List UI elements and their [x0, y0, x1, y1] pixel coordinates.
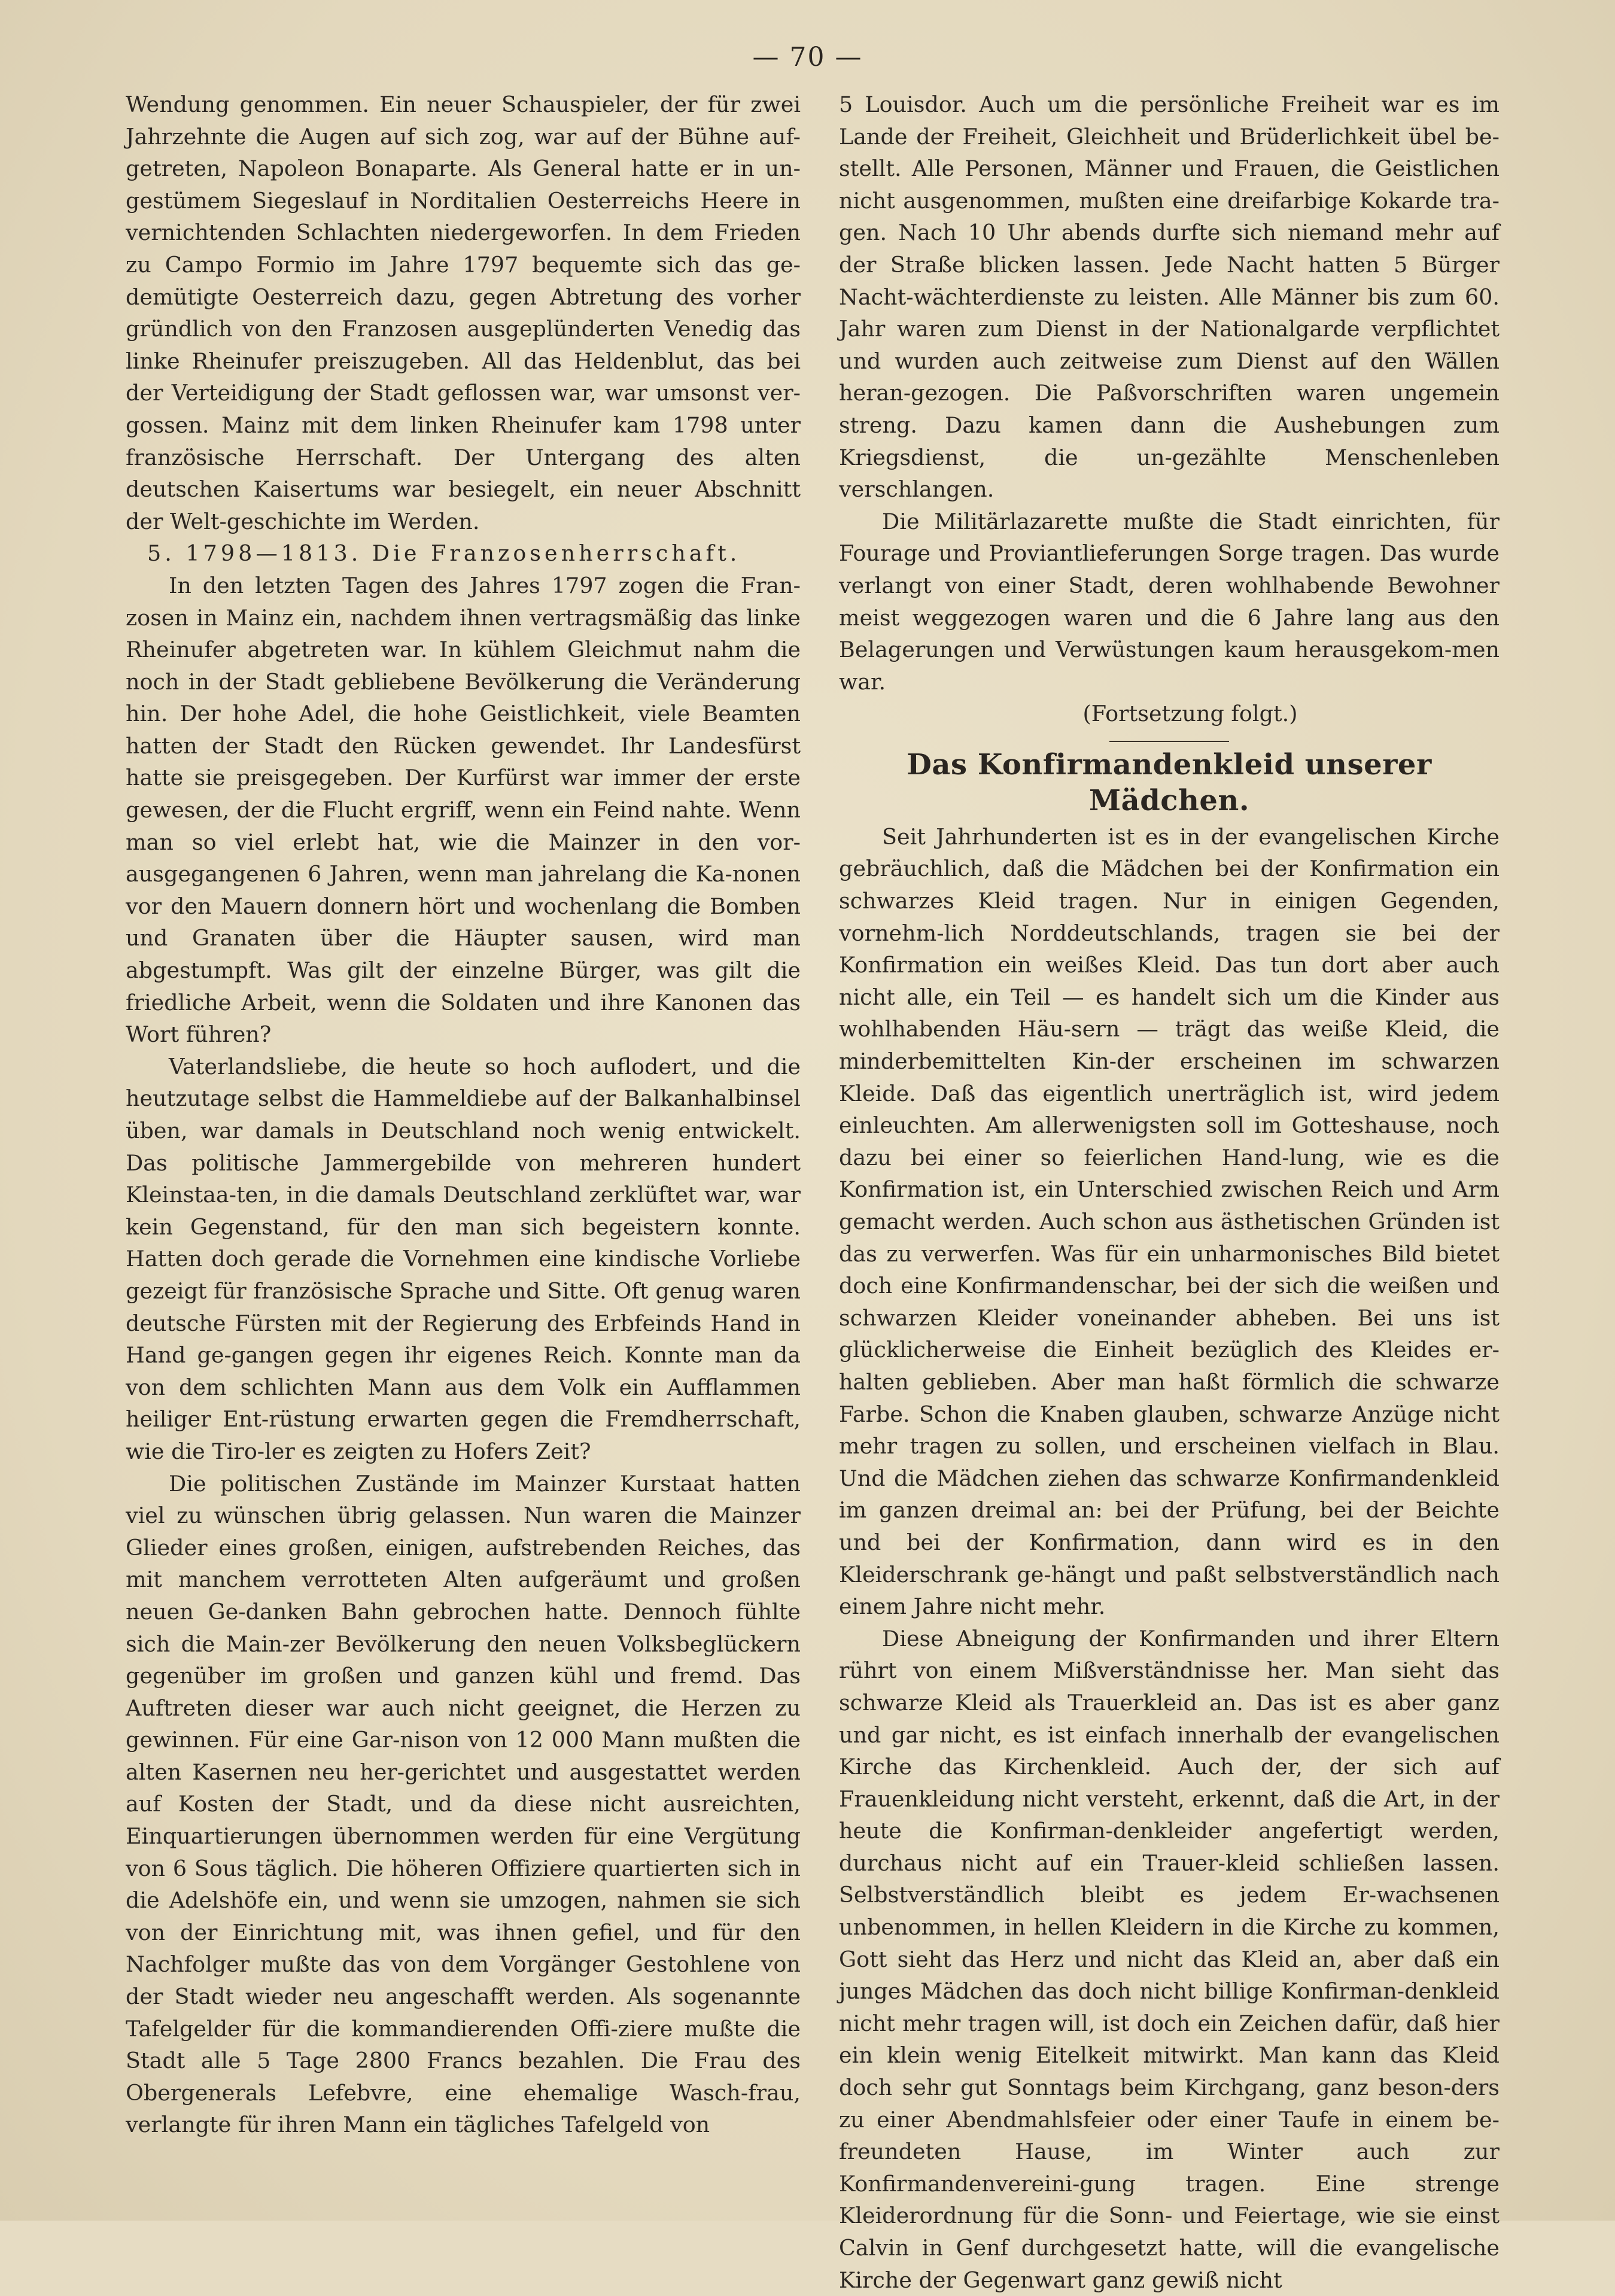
section-heading: 5. 1798—1813. Die Franzosenherrschaft. [147, 540, 741, 567]
paragraph-french-entry: In den letzten Tagen des Jahres 1797 zogen die Fran-zosen in Mainz ein, nachdem ihnen vertragsmäßig das linke Rheinufer abgetreten war. In kühlem Gleichmut nahm die noch in der Stadt gebliebene Bevölkerung die Veränderung hin. Der hohe Adel, die hohe Geistlichkeit, viele Beamten hatten der Stadt den Rücken gewendet. Ihr Landesfürst hatte sie preisgegeben. Der Kurfürst war immer der erste gewesen, der die Flucht ergriff, wenn ein Feind nahte. Wenn man so viel erlebt hat, wie die Mainzer in den vor-ausgegangenen 6 Jahren, wenn man jahrelang die Ka-nonen vor den Mauern donnern hört und wochenlang die Bomben und Granaten über die Häupter sausen, wird man abgestumpft. Was gilt der einzelne Bürger, was gilt die friedliche Arbeit, wenn die Soldaten und ihre Kanonen das Wort führen? [126, 572, 801, 1048]
paragraph-louisdor: 5 Louisdor. Auch um die persönliche Freiheit war es im Lande der Freiheit, Gleichheit und Brüderlichkeit übel be-stellt. Alle Personen, Männer und Frauen, die Geistlichen nicht ausgenommen, mußten eine dreifarbige Kokarde tra-gen. Nach 10 Uhr abends durfte sich niemand mehr auf der Straße blicken lassen. Jede Nacht hatten 5 Bürger Nacht-wächterdienste zu leisten. Alle Männer bis zum 60. Jahr waren zum Dienst in der Nationalgarde verpflichtet und wurden auch zeitweise zum Dienst auf den Wällen heran-gezogen. Die Paßvorschriften waren ungemein streng. Dazu kamen dann die Aushebungen zum Kriegsdienst, die un-gezählte Menschenleben verschlangen. [839, 92, 1500, 503]
article-divider [1109, 741, 1229, 742]
continued-note: (Fortsetzung folgt.) [1082, 701, 1298, 727]
right-column [839, 89, 1500, 2296]
paragraph-confirmation-dress: Seit Jahrhunderten ist es in der evangelischen Kirche gebräuchlich, daß die Mädchen bei der Konfirmation ein schwarzes Kleid tragen. Nur in einigen Gegenden, vornehm-lich Norddeutschlands, tragen sie bei der Konfirmation ein weißes Kleid. Das tun dort aber auch nicht alle, ein Teil — es handelt sich um die Kinder aus wohlhabenden Häu-sern — trägt das weiße Kleid, die minderbemittelten Kin-der erscheinen im schwarzen Kleide. Daß das eigentlich unerträglich ist, wird jedem einleuchten. Am allerwenigsten soll im Gotteshause, noch dazu bei einer so feierlichen Hand-lung, wie es die Konfirmation ist, ein Unterschied zwischen Reich und Arm gemacht werden. Auch schon aus ästhetischen Gründen ist das zu verwerfen. Was für ein unharmonisches Bild bietet doch eine Konfirmandenschar, bei der sich die weißen und schwarzen Kleider voneinander abheben. Bei uns ist glücklicherweise die Einheit bezüglich des Kleides er-halten geblieben. Aber man haßt förmlich die schwarze Farbe. Schon die Knaben glauben, schwarze Anzüge nicht mehr tragen zu sollen, und erscheinen vielfach in Blau. Und die Mädchen ziehen das schwarze Konfirmandenkleid im ganzen dreimal an: bei der Prüfung, bei der Beichte und bei der Konfirmation, dann wird es in den Kleiderschrank ge-hängt und paßt selbstverständlich nach einem Jahre nicht mehr. [839, 823, 1500, 1620]
paragraph-patriotism: Vaterlandsliebe, die heute so hoch auflodert, und die heutzutage selbst die Hammeldiebe auf der Balkanhalbinsel üben, war damals in Deutschland noch wenig entwickelt. Das politische Jammergebilde von mehreren hundert Kleinstaa-ten, in die damals Deutschland zerklüftet war, war kein Gegenstand, für den man sich begeistern konnte. Hatten doch gerade die Vornehmen eine kindische Vorliebe gezeigt für französische Sprache und Sitte. Oft genug waren deutsche Fürsten mit der Regierung des Erbfeinds Hand in Hand ge-gangen gegen ihr eigenes Reich. Konnte man da von dem schlichten Mann aus dem Volk ein Aufflammen heiliger Ent-rüstung erwarten gegen die Fremdherrschaft, wie die Tiro-ler es zeigten zu Hofers Zeit? [126, 1053, 801, 1464]
paragraph-lazarette: Die Militärlazarette mußte die Stadt einrichten, für Fourage und Proviantlieferungen Sorge tragen. Das wurde verlangt von einer Stadt, deren wohlhabende Bewohner meist weggezogen waren und die 6 Jahre lang aus den Belagerungen und Verwüstungen kaum herausgekom-men war. [839, 508, 1500, 695]
paragraph-political-conditions: Die politischen Zustände im Mainzer Kurstaat hatten viel zu wünschen übrig gelassen. Nun waren die Mainzer Glieder eines großen, einigen, aufstrebenden Reiches, das mit manchem verrotteten Alten aufgeräumt und großen neuen Ge-danken Bahn gebrochen hatte. Dennoch fühlte sich die Main-zer Bevölkerung den neuen Volksbeglückern gegenüber im großen und ganzen kühl und fremd. Das Auftreten dieser war auch nicht geeignet, die Herzen zu gewinnen. Für eine Gar-nison von 12 000 Mann mußten die alten Kasernen neu her-gerichtet und ausgestattet werden auf Kosten der Stadt, und da diese nicht ausreichten, Einquartierungen übernommen werden für eine Vergütung von 6 Sous täglich. Die höheren Offiziere quartierten sich in die Adelshöfe ein, und wenn sie umzogen, nahmen sie sich von der Einrichtung mit, was ihnen gefiel, und für den Nachfolger mußte das von dem Vorgänger Gestohlene von der Stadt wieder neu angeschafft werden. Als sogenannte Tafelgelder für die kommandierenden Offi-ziere mußte die Stadt alle 5 Tage 2800 Francs bezahlen. Die Frau des Obergenerals Lefebvre, eine ehemalige Wasch-frau, verlangte für ihren Mann ein tägliches Tafelgeld von [126, 1470, 801, 2138]
left-column [126, 89, 801, 2141]
article-title: Das Konfirmandenkleid unserer Mädchen. [907, 747, 1432, 817]
page-number: — 70 — [752, 42, 863, 72]
paragraph-napoleon: Wendung genommen. Ein neuer Schauspieler, der für zwei Jahrzehnte die Augen auf sich zog, war auf der Bühne auf-getreten, Napoleon Bonaparte. Als General hatte er in un-gestümem Siegeslauf in Norditalien Oesterreichs Heere in vernichtenden Schlachten niedergeworfen. In dem Frieden zu Campo Formio im Jahre 1797 bequemte sich das ge-demütigte Oesterreich dazu, gegen Abtretung des vorher gründlich von den Franzosen ausgeplünderten Venedig das linke Rheinufer preiszugeben. All das Heldenblut, das bei der Verteidigung der Stadt geflossen war, war umsonst ver-gossen. Mainz mit dem linken Rheinufer kam 1798 unter französische Herrschaft. Der Untergang des alten deutschen Kaisertums war besiegelt, ein neuer Abschnitt der Welt-geschichte im Werden. [126, 92, 801, 534]
paragraph-aversion: Diese Abneigung der Konfirmanden und ihrer Eltern rührt von einem Mißverständnisse her. Man sieht das schwarze Kleid als Trauerkleid an. Das ist es aber ganz und gar nicht, es ist einfach innerhalb der evangelischen Kirche das Kirchenkleid. Auch der, der sich auf Frauenkleidung nicht versteht, erkennt, daß die Art, in der heute die Konfirman-denkleider angefertigt werden, durchaus nicht auf ein Trauer-kleid schließen lassen. Selbstverständlich bleibt es jedem Er-wachsenen unbenommen, in hellen Kleidern in die Kirche zu kommen, Gott sieht das Herz und nicht das Kleid an, aber daß ein junges Mädchen das doch nicht billige Konfirman-denkleid nicht mehr tragen will, ist doch ein Zeichen dafür, daß hier ein klein wenig Eitelkeit mitwirkt. Man kann das Kleid doch sehr gut Sonntags beim Kirchgang, ganz beson-ders zu einer Abendmahlsfeier oder einer Taufe in einem be-freundeten Hause, im Winter auch zur Konfirmandenvereini-gung tragen. Eine strenge Kleiderordnung für die Sonn- und Feiertage, wie sie einst Calvin in Genf durchgesetzt hatte, will die evangelische Kirche der Gegenwart ganz gewiß nicht [839, 1625, 1500, 2293]
